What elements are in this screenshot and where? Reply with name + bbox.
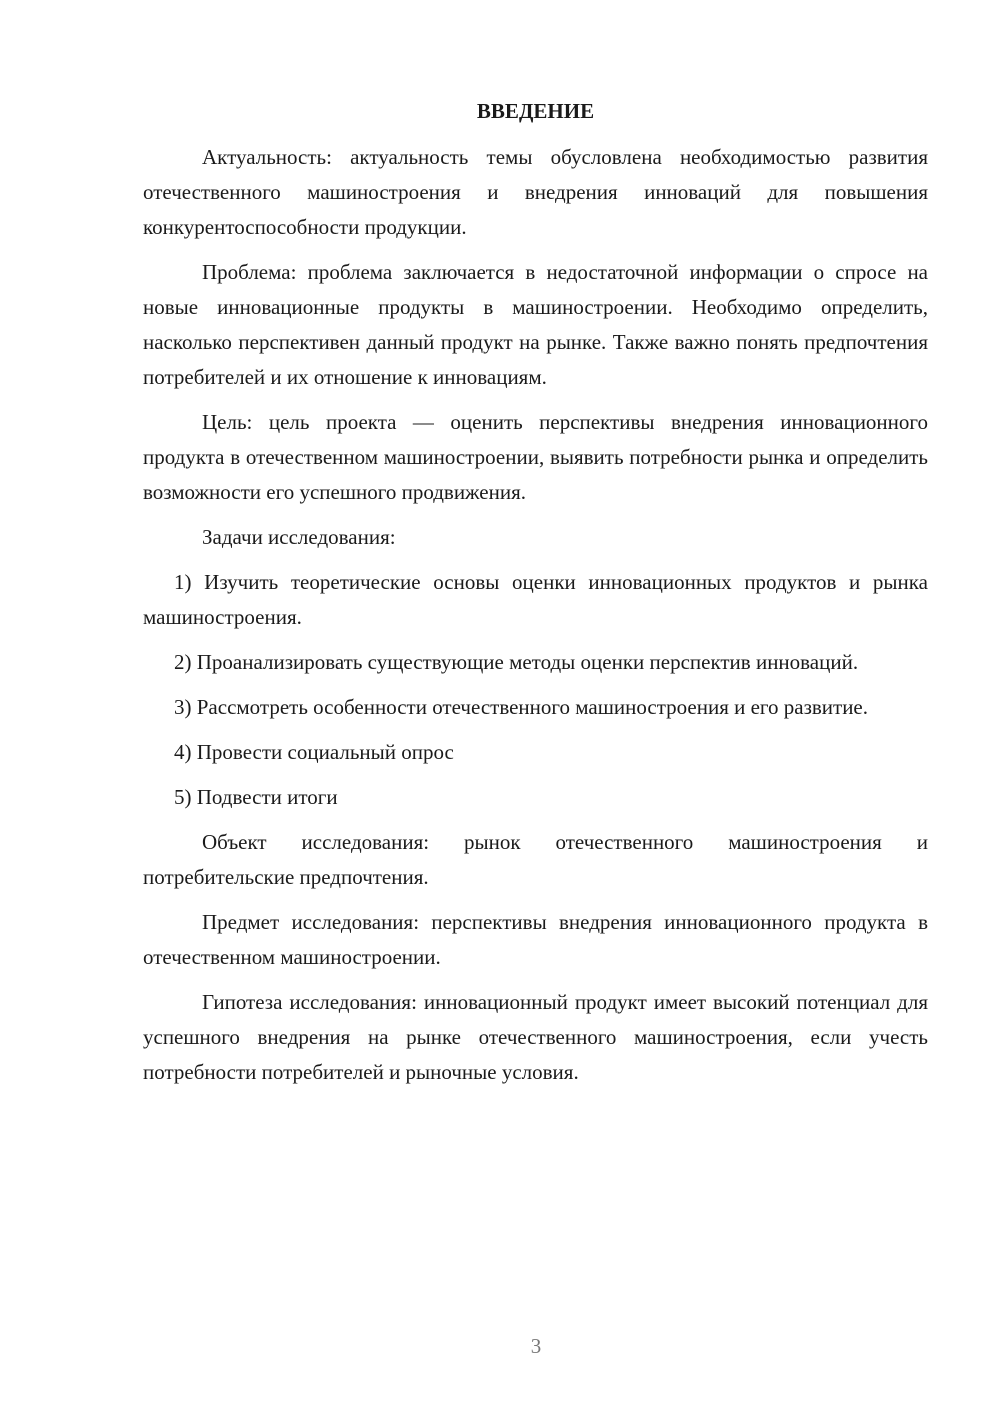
page-number: 3	[530, 1334, 542, 1358]
task-item: 2) Проанализировать существующие методы оценки перспектив инноваций.	[174, 650, 859, 674]
problem-paragraph: Проблема: проблема заключается в недостаточной информации о спросе на новые инновационные продукты в машиностроении. Необходимо определить, насколько перспективен данный продукт на рынке. Также важно понять предпочтения потребителей и их отношение к инновациям.	[143, 260, 928, 389]
goal-paragraph: Цель: цель проекта — оценить перспективы внедрения инновационного продукта в отечественном машиностроении, выявить потребности рынка и определить возможности его успешного продвижения.	[143, 410, 928, 504]
hypothesis-paragraph: Гипотеза исследования: инновационный продукт имеет высокий потенциал для успешного внедрения на рынке отечественного машиностроения, если учесть потребности потребителей и рыночные условия.	[143, 990, 928, 1084]
object-paragraph: Объект исследования: рынок отечественного машиностроения и потребительские предпочтения.	[143, 830, 928, 889]
task-item: 1) Изучить теоретические основы оценки инновационных продуктов и рынка машиностроения.	[143, 570, 928, 629]
relevance-paragraph: Актуальность: актуальность темы обусловлена необходимостью развития отечественного машиностроения и внедрения инноваций для повышения конкурентоспособности продукции.	[143, 145, 928, 239]
subject-paragraph: Предмет исследования: перспективы внедрения инновационного продукта в отечественном машиностроении.	[143, 910, 928, 969]
task-item: 3) Рассмотреть особенности отечественного машиностроения и его развитие.	[174, 695, 869, 719]
task-item: 5) Подвести итоги	[174, 785, 338, 809]
tasks-heading: Задачи исследования:	[202, 525, 396, 549]
task-item: 4) Провести социальный опрос	[174, 740, 454, 764]
section-title: ВВЕДЕНИЕ	[476, 99, 595, 123]
page-content	[143, 96, 928, 1100]
